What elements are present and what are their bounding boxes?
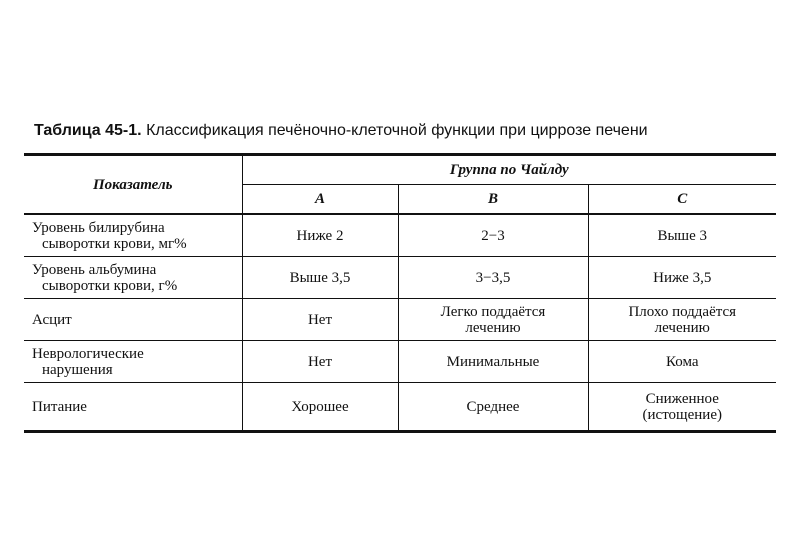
row-label <box>24 257 242 299</box>
group-header: Группа по Чайлду <box>242 155 776 185</box>
cell-a: Нет <box>242 341 398 383</box>
cell-b: Легко поддаётся лечению <box>398 299 588 341</box>
caption-label: Таблица 45-1. <box>34 122 142 139</box>
row-label-line1: Уровень альбумина <box>32 261 157 278</box>
child-classification-table <box>24 153 776 433</box>
table-row <box>24 214 776 257</box>
cell-a: Ниже 2 <box>242 214 398 257</box>
row-label <box>24 341 242 383</box>
table-row <box>24 257 776 299</box>
row-label-line1: Питание <box>32 398 87 415</box>
cell-c: Плохо поддаётся лечению <box>588 299 776 341</box>
cell-a: Хорошее <box>242 383 398 432</box>
row-label-line1: Неврологические <box>32 345 144 362</box>
cell-b: 2−3 <box>398 214 588 257</box>
row-label <box>24 214 242 257</box>
cell-a: Выше 3,5 <box>242 257 398 299</box>
row-label-line1: Уровень билирубина <box>32 219 165 236</box>
row-label <box>24 383 242 432</box>
row-label-line2: сыворотки крови, мг% <box>42 235 187 252</box>
cell-c: Кома <box>588 341 776 383</box>
cell-c: Сниженное (истощение) <box>588 383 776 432</box>
cell-b: 3−3,5 <box>398 257 588 299</box>
table-caption <box>34 122 784 140</box>
row-label-line2: нарушения <box>42 361 113 378</box>
column-header-c: C <box>588 185 776 215</box>
table-row <box>24 383 776 432</box>
table-row <box>24 341 776 383</box>
table-row <box>24 299 776 341</box>
caption-text: Классификация печёночно-клеточной функции при циррозе печени <box>146 122 648 139</box>
column-header-b: B <box>398 185 588 215</box>
column-header-a: A <box>242 185 398 215</box>
cell-c: Ниже 3,5 <box>588 257 776 299</box>
cell-c: Выше 3 <box>588 214 776 257</box>
row-label-line1: Асцит <box>32 311 72 328</box>
row-label <box>24 299 242 341</box>
cell-b: Минимальные <box>398 341 588 383</box>
table-header-row <box>24 155 776 185</box>
table-body <box>24 214 776 432</box>
param-header: Показатель <box>24 155 242 215</box>
row-label-line2: сыворотки крови, г% <box>42 277 178 294</box>
cell-a: Нет <box>242 299 398 341</box>
cell-b: Среднее <box>398 383 588 432</box>
